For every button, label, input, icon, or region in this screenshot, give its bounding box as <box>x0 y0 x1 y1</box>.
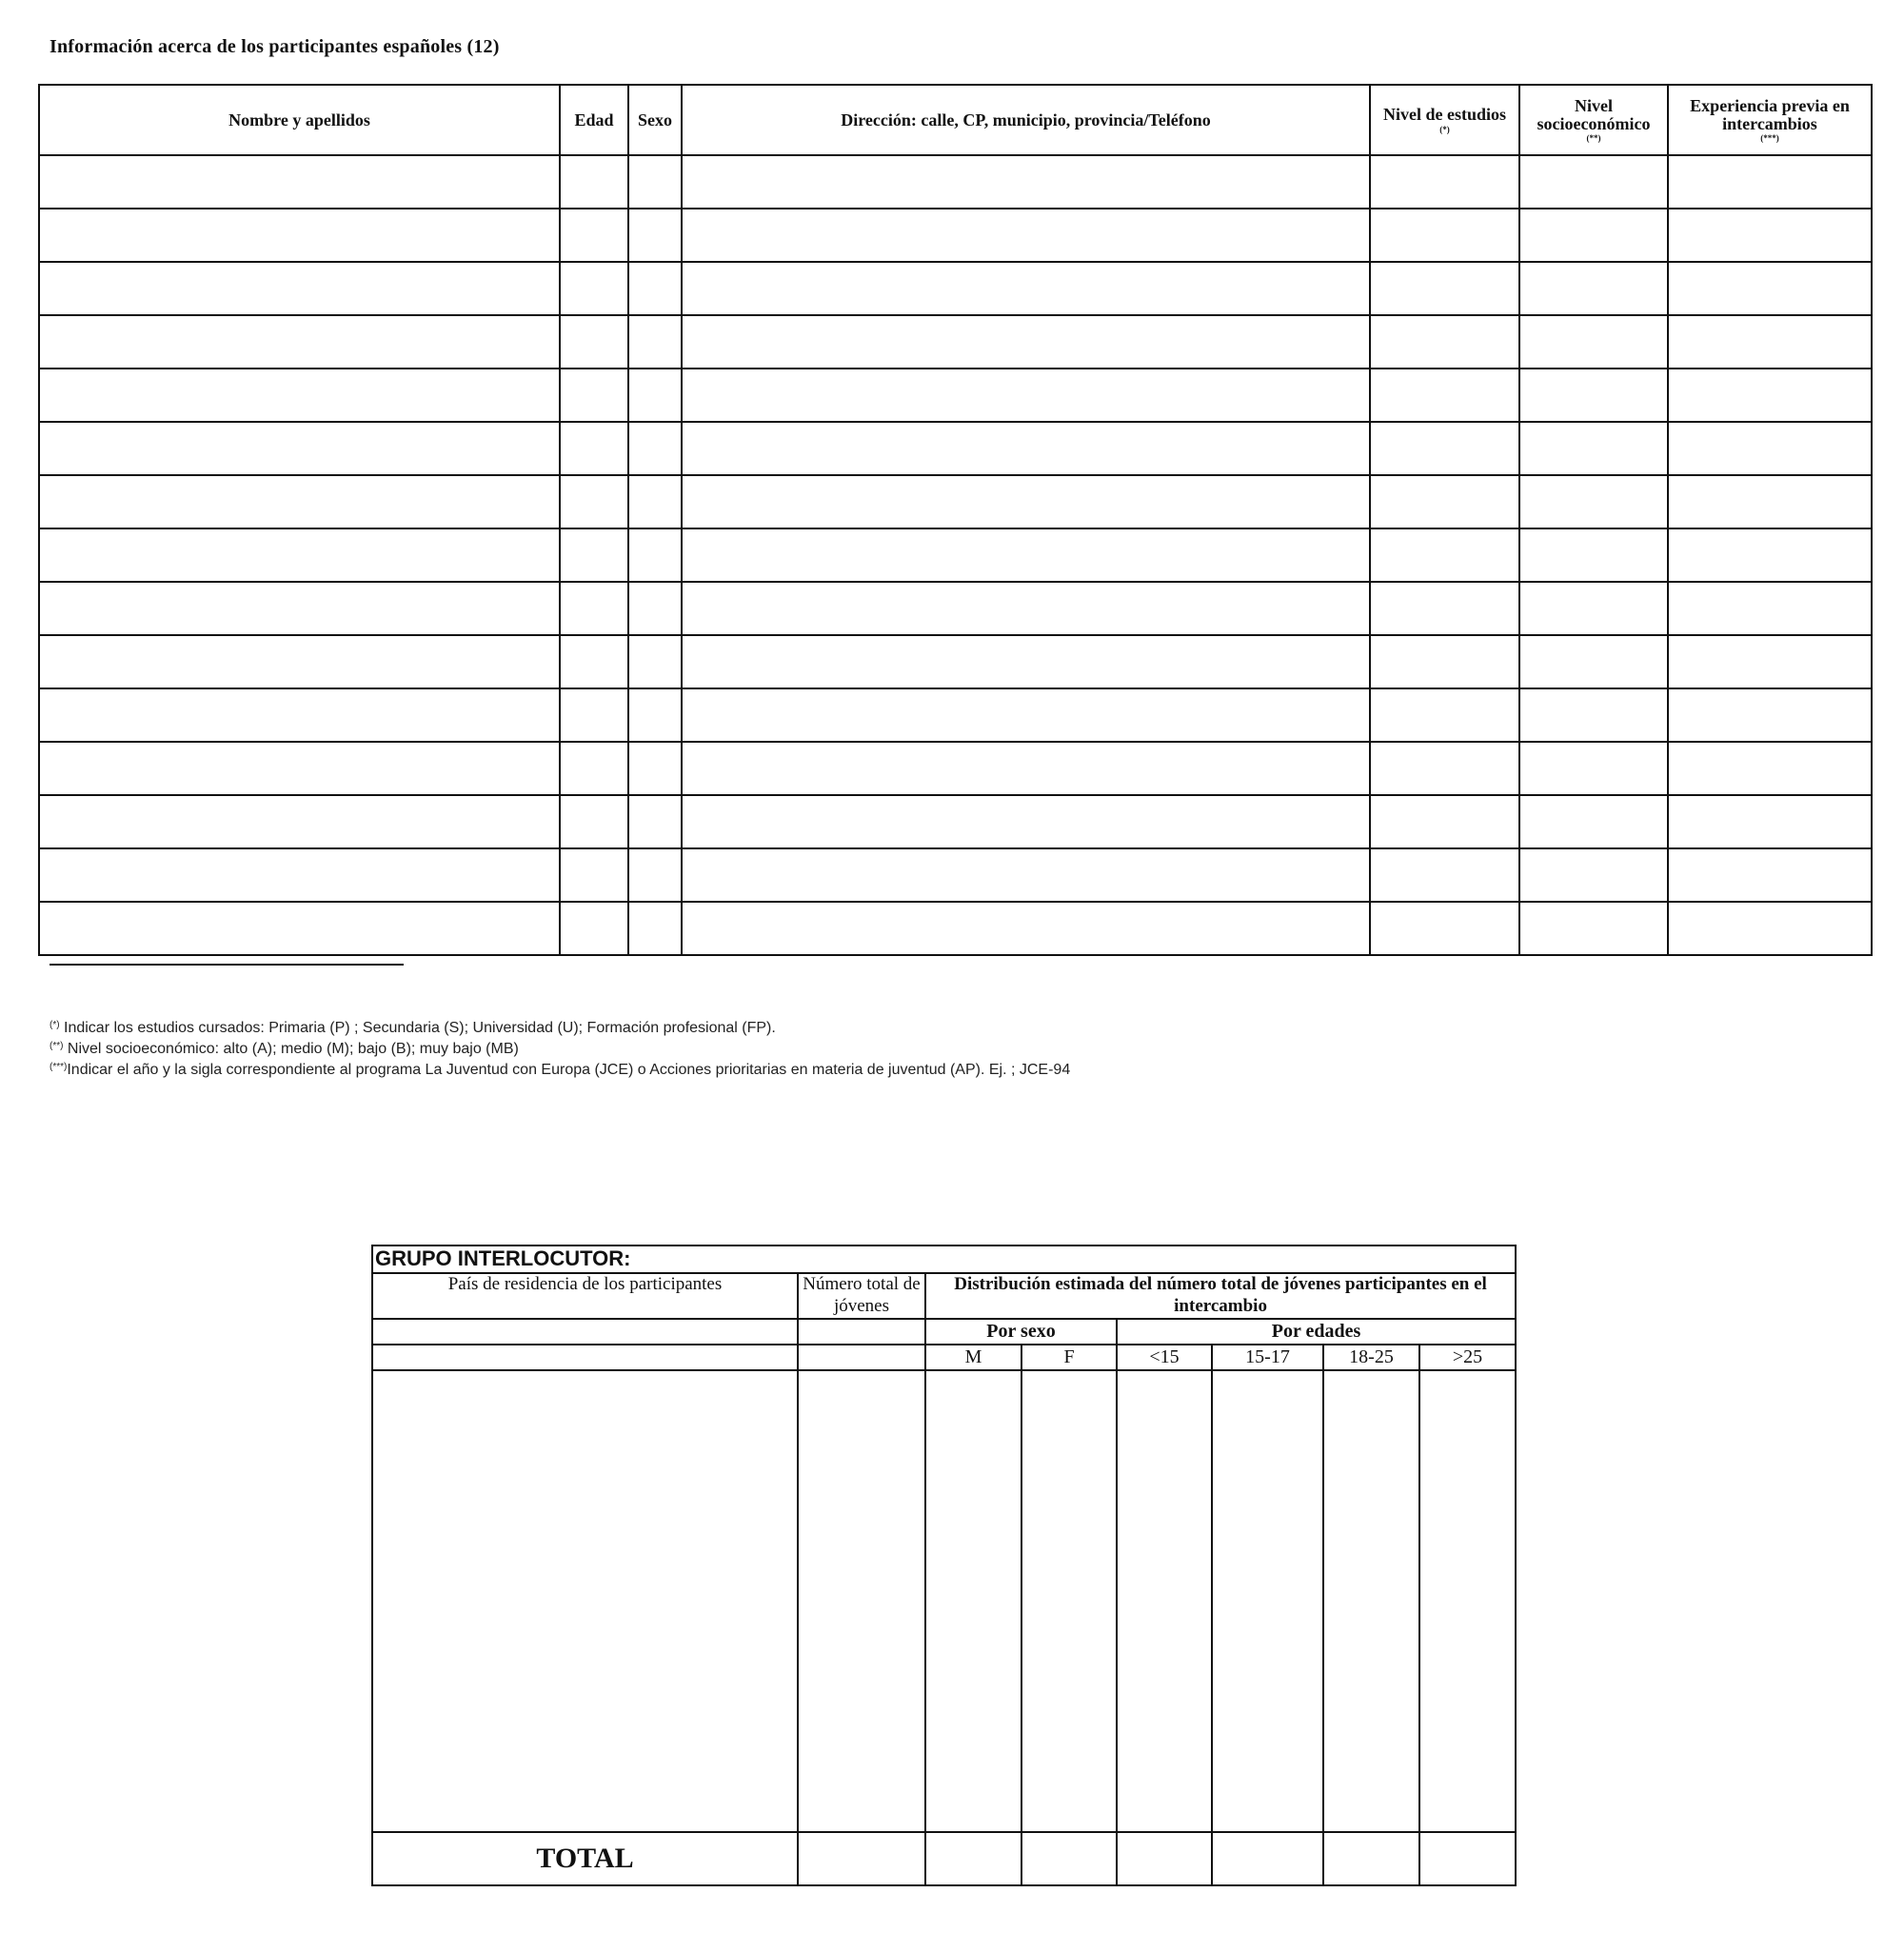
pais-header: País de residencia de los participantes <box>372 1273 798 1319</box>
socioeconomico-field[interactable] <box>1519 209 1668 262</box>
direccion-field[interactable] <box>682 155 1370 209</box>
sexo-field[interactable] <box>628 688 682 742</box>
col-18-25: 18-25 <box>1323 1345 1419 1370</box>
footnote-experiencia: (***)Indicar el año y la sigla correspondiente al programa La Juventud con Europa (JCE) o Acciones prioritarias en materia de juventud (AP). Ej. ; JCE-94 <box>50 1062 1071 1078</box>
direccion-field[interactable] <box>682 262 1370 315</box>
direccion-field[interactable] <box>682 635 1370 688</box>
col-gt25: >25 <box>1419 1345 1516 1370</box>
direccion-field[interactable] <box>682 369 1370 422</box>
por-sexo-header: Por sexo <box>925 1319 1117 1345</box>
participants-header-row <box>39 85 1872 155</box>
direccion-field[interactable] <box>682 422 1370 475</box>
nombre-field[interactable] <box>39 688 560 742</box>
por-edades-header: Por edades <box>1117 1319 1516 1345</box>
participant-row <box>39 635 1872 688</box>
nombre-field[interactable] <box>39 582 560 635</box>
total-row <box>372 1832 1516 1885</box>
sexo-field[interactable] <box>628 635 682 688</box>
participant-row <box>39 742 1872 795</box>
participant-row <box>39 795 1872 848</box>
participant-row <box>39 369 1872 422</box>
estudios-field[interactable] <box>1370 742 1519 795</box>
total-numero-field[interactable] <box>798 1832 925 1885</box>
nombre-field[interactable] <box>39 902 560 955</box>
sexo-field[interactable] <box>628 902 682 955</box>
direccion-field[interactable] <box>682 795 1370 848</box>
participant-row <box>39 688 1872 742</box>
participant-row <box>39 528 1872 582</box>
numero-total-entry-field[interactable] <box>798 1370 925 1832</box>
socioeconomico-field[interactable] <box>1519 475 1668 528</box>
header-sexo: Sexo <box>628 85 682 155</box>
experiencia-field[interactable] <box>1668 369 1872 422</box>
direccion-field[interactable] <box>682 315 1370 369</box>
socioeconomico-field[interactable] <box>1519 635 1668 688</box>
pais-entry-field[interactable] <box>372 1370 798 1832</box>
experiencia-field[interactable] <box>1668 795 1872 848</box>
header-direccion: Dirección: calle, CP, municipio, provincia/Teléfono <box>682 85 1370 155</box>
gt25-entry-field[interactable] <box>1419 1370 1516 1832</box>
participant-row <box>39 902 1872 955</box>
edad-field[interactable] <box>560 262 628 315</box>
estudios-field[interactable] <box>1370 475 1519 528</box>
total-label: TOTAL <box>372 1832 798 1885</box>
edad-field[interactable] <box>560 848 628 902</box>
socioeconomico-field[interactable] <box>1519 155 1668 209</box>
participant-row <box>39 475 1872 528</box>
sexo-field[interactable] <box>628 209 682 262</box>
sexo-field[interactable] <box>628 742 682 795</box>
socioeconomico-field[interactable] <box>1519 528 1668 582</box>
grupo-title: GRUPO INTERLOCUTOR: <box>372 1245 1516 1273</box>
lt15-entry-field[interactable] <box>1117 1370 1212 1832</box>
nombre-field[interactable] <box>39 848 560 902</box>
estudios-field[interactable] <box>1370 582 1519 635</box>
blank-cell <box>372 1345 798 1370</box>
edad-field[interactable] <box>560 742 628 795</box>
direccion-field[interactable] <box>682 582 1370 635</box>
footnote-rule <box>50 964 404 966</box>
estudios-field[interactable] <box>1370 315 1519 369</box>
experiencia-field[interactable] <box>1668 902 1872 955</box>
socioeconomico-field[interactable] <box>1519 742 1668 795</box>
experiencia-field[interactable] <box>1668 528 1872 582</box>
socioeconomico-field[interactable] <box>1519 688 1668 742</box>
header-estudios: Nivel de estudios (*) <box>1370 85 1519 155</box>
distribucion-header: Distribución estimada del número total de jóvenes participantes en el intercambio <box>925 1273 1516 1319</box>
grupo-entry-row <box>372 1370 1516 1832</box>
f-entry-field[interactable] <box>1021 1370 1117 1832</box>
nombre-field[interactable] <box>39 742 560 795</box>
footnote-estudios: (*) Indicar los estudios cursados: Primaria (P) ; Secundaria (S); Universidad (U); Formación profesional (FP). <box>50 1020 776 1036</box>
participant-row <box>39 315 1872 369</box>
total-m-field[interactable] <box>925 1832 1021 1885</box>
edad-field[interactable] <box>560 902 628 955</box>
nombre-field[interactable] <box>39 155 560 209</box>
socioeconomico-field[interactable] <box>1519 902 1668 955</box>
sexo-field[interactable] <box>628 528 682 582</box>
total-f-field[interactable] <box>1021 1832 1117 1885</box>
col-lt15: <15 <box>1117 1345 1212 1370</box>
direccion-field[interactable] <box>682 848 1370 902</box>
blank-cell <box>798 1319 925 1345</box>
experiencia-field[interactable] <box>1668 635 1872 688</box>
edad-field[interactable] <box>560 582 628 635</box>
nombre-field[interactable] <box>39 635 560 688</box>
participant-row <box>39 209 1872 262</box>
total-15-17-field[interactable] <box>1212 1832 1323 1885</box>
nombre-field[interactable] <box>39 475 560 528</box>
estudios-field[interactable] <box>1370 528 1519 582</box>
direccion-field[interactable] <box>682 742 1370 795</box>
header-nombre: Nombre y apellidos <box>39 85 560 155</box>
blank-cell <box>372 1319 798 1345</box>
18-25-entry-field[interactable] <box>1323 1370 1419 1832</box>
m-entry-field[interactable] <box>925 1370 1021 1832</box>
nombre-field[interactable] <box>39 262 560 315</box>
direccion-field[interactable] <box>682 475 1370 528</box>
footnote-socioeconomico: (**) Nivel socioeconómico: alto (A); medio (M); bajo (B); muy bajo (MB) <box>50 1041 519 1057</box>
estudios-field[interactable] <box>1370 848 1519 902</box>
header-socioeconomico: Nivel socioeconómico (**) <box>1519 85 1668 155</box>
direccion-field[interactable] <box>682 902 1370 955</box>
edad-field[interactable] <box>560 635 628 688</box>
sexo-field[interactable] <box>628 315 682 369</box>
sexo-field[interactable] <box>628 422 682 475</box>
socioeconomico-field[interactable] <box>1519 369 1668 422</box>
estudios-field[interactable] <box>1370 262 1519 315</box>
edad-field[interactable] <box>560 315 628 369</box>
sexo-field[interactable] <box>628 475 682 528</box>
experiencia-field[interactable] <box>1668 742 1872 795</box>
sexo-field[interactable] <box>628 795 682 848</box>
edad-field[interactable] <box>560 155 628 209</box>
socioeconomico-field[interactable] <box>1519 582 1668 635</box>
edad-field[interactable] <box>560 528 628 582</box>
sexo-field[interactable] <box>628 582 682 635</box>
experiencia-field[interactable] <box>1668 315 1872 369</box>
direccion-field[interactable] <box>682 209 1370 262</box>
direccion-field[interactable] <box>682 688 1370 742</box>
socioeconomico-field[interactable] <box>1519 262 1668 315</box>
participant-row <box>39 262 1872 315</box>
estudios-field[interactable] <box>1370 688 1519 742</box>
experiencia-field[interactable] <box>1668 209 1872 262</box>
nombre-field[interactable] <box>39 528 560 582</box>
experiencia-field[interactable] <box>1668 582 1872 635</box>
nombre-field[interactable] <box>39 315 560 369</box>
sexo-field[interactable] <box>628 848 682 902</box>
edad-field[interactable] <box>560 795 628 848</box>
experiencia-field[interactable] <box>1668 688 1872 742</box>
sexo-field[interactable] <box>628 262 682 315</box>
estudios-field[interactable] <box>1370 209 1519 262</box>
blank-cell <box>798 1345 925 1370</box>
edad-field[interactable] <box>560 422 628 475</box>
total-lt15-field[interactable] <box>1117 1832 1212 1885</box>
experiencia-field[interactable] <box>1668 422 1872 475</box>
participant-row <box>39 155 1872 209</box>
total-18-25-field[interactable] <box>1323 1832 1419 1885</box>
col-f: F <box>1021 1345 1117 1370</box>
participant-row <box>39 582 1872 635</box>
total-gt25-field[interactable] <box>1419 1832 1516 1885</box>
experiencia-field[interactable] <box>1668 155 1872 209</box>
edad-field[interactable] <box>560 369 628 422</box>
estudios-field[interactable] <box>1370 795 1519 848</box>
nombre-field[interactable] <box>39 369 560 422</box>
experiencia-field[interactable] <box>1668 848 1872 902</box>
experiencia-field[interactable] <box>1668 262 1872 315</box>
sexo-field[interactable] <box>628 155 682 209</box>
edad-field[interactable] <box>560 475 628 528</box>
header-edad: Edad <box>560 85 628 155</box>
estudios-field[interactable] <box>1370 902 1519 955</box>
socioeconomico-field[interactable] <box>1519 848 1668 902</box>
estudios-field[interactable] <box>1370 369 1519 422</box>
estudios-field[interactable] <box>1370 635 1519 688</box>
estudios-field[interactable] <box>1370 422 1519 475</box>
grupo-interlocutor-table <box>371 1245 1517 1886</box>
participant-row <box>39 422 1872 475</box>
estudios-field[interactable] <box>1370 155 1519 209</box>
15-17-entry-field[interactable] <box>1212 1370 1323 1832</box>
page-title: Información acerca de los participantes españoles (12) <box>50 36 500 57</box>
col-15-17: 15-17 <box>1212 1345 1323 1370</box>
socioeconomico-field[interactable] <box>1519 795 1668 848</box>
nombre-field[interactable] <box>39 422 560 475</box>
socioeconomico-field[interactable] <box>1519 315 1668 369</box>
direccion-field[interactable] <box>682 528 1370 582</box>
numero-total-header: Número total de jóvenes <box>798 1273 925 1319</box>
participants-table <box>38 84 1873 956</box>
sexo-field[interactable] <box>628 369 682 422</box>
nombre-field[interactable] <box>39 209 560 262</box>
edad-field[interactable] <box>560 209 628 262</box>
experiencia-field[interactable] <box>1668 475 1872 528</box>
socioeconomico-field[interactable] <box>1519 422 1668 475</box>
edad-field[interactable] <box>560 688 628 742</box>
participant-row <box>39 848 1872 902</box>
header-experiencia: Experiencia previa en intercambios (***) <box>1668 85 1872 155</box>
col-m: M <box>925 1345 1021 1370</box>
nombre-field[interactable] <box>39 795 560 848</box>
